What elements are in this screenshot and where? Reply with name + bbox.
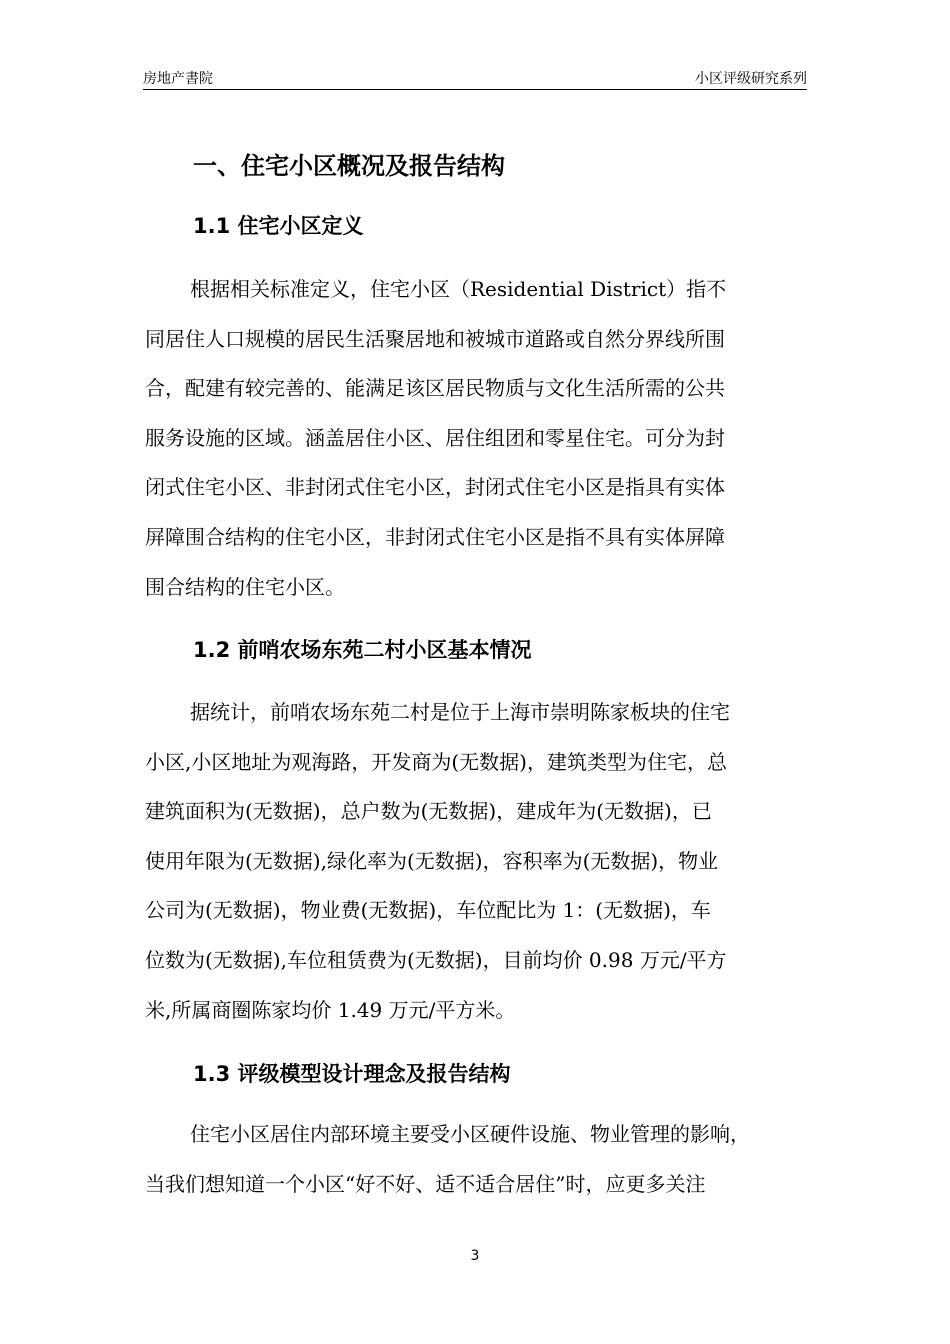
section-title: 一、住宅小区概况及报告结构	[193, 152, 505, 180]
paragraph-basic-info	[145, 688, 809, 1035]
paragraph-line: 屏障围合结构的住宅小区，非封闭式住宅小区是指不具有实体屏障	[145, 524, 725, 549]
paragraph-line: 位数为(无数据),车位租赁费为(无数据)，目前均价 0.98 万元/平方	[145, 947, 727, 972]
subsection-title-1-1: 1.1 住宅小区定义	[193, 214, 364, 238]
paragraph-line: 公司为(无数据)，物业费(无数据)，车位配比为 1：(无数据)，车	[145, 898, 711, 923]
paragraph-line: 据统计，前哨农场东苑二村是位于上海市崇明陈家板块的住宅	[190, 700, 730, 724]
paragraph-line: 当我们想知道一个小区“好不好、适不适合居住”时，应更多关注	[145, 1171, 706, 1196]
paragraph-model-design	[145, 1110, 809, 1209]
paragraph-line: 合，配建有较完善的、能满足该区居民物质与文化生活所需的公共	[145, 376, 725, 401]
paragraph-definition	[145, 265, 809, 612]
header-divider	[143, 89, 807, 90]
paragraph-line: 住宅小区居住内部环境主要受小区硬件设施、物业管理的影响，	[190, 1122, 750, 1146]
paragraph-line: 米,所属商圈陈家均价 1.49 万元/平方米。	[145, 997, 516, 1022]
paragraph-line: 小区,小区地址为观海路，开发商为(无数据)，建筑类型为住宅，总	[145, 749, 727, 774]
page-header	[143, 66, 807, 90]
header-publisher: 房地产書院	[143, 71, 213, 87]
page-number: 3	[470, 1248, 480, 1264]
paragraph-line: 服务设施的区域。涵盖居住小区、居住组团和零星住宅。可分为封	[145, 425, 725, 450]
subsection-title-1-3: 1.3 评级模型设计理念及报告结构	[193, 1062, 511, 1086]
header-series-title: 小区评级研究系列	[695, 71, 807, 87]
subsection-title-1-2: 1.2 前哨农场东苑二村小区基本情况	[193, 638, 532, 662]
paragraph-line: 根据相关标准定义，住宅小区（Residential District）指不	[190, 277, 727, 301]
paragraph-line: 同居住人口规模的居民生活聚居地和被城市道路或自然分界线所围	[145, 326, 725, 351]
paragraph-line: 闭式住宅小区、非封闭式住宅小区，封闭式住宅小区是指具有实体	[145, 475, 725, 500]
paragraph-line: 使用年限为(无数据),绿化率为(无数据)，容积率为(无数据)，物业	[145, 848, 719, 873]
paragraph-line: 围合结构的住宅小区。	[145, 574, 345, 599]
paragraph-line: 建筑面积为(无数据)，总户数为(无数据)，建成年为(无数据)，已	[145, 799, 712, 824]
